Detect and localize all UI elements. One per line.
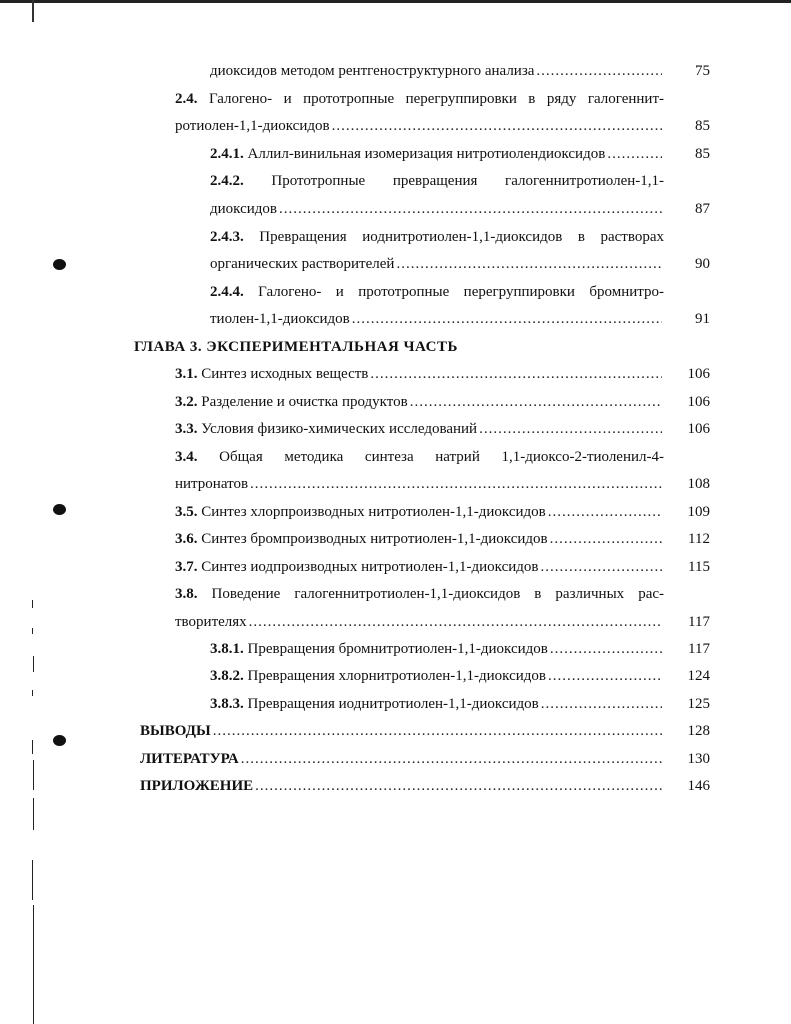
toc-page-number: 91 — [695, 311, 710, 327]
toc-entry: ВЫВОДЫ ..... — [140, 719, 664, 743]
toc-entry: 3.3. Условия физико-химических исследований ..... — [175, 417, 664, 441]
scan-mark — [32, 860, 33, 900]
toc-page-number: 90 — [695, 256, 710, 272]
toc-page-number: 115 — [688, 559, 710, 575]
toc-page-number: 117 — [688, 614, 710, 630]
scan-mark — [33, 798, 34, 830]
toc-page-number: 108 — [687, 476, 710, 492]
toc-page-number: 124 — [687, 668, 710, 684]
toc-page-number: 117 — [688, 641, 710, 657]
toc-page-number: 112 — [688, 531, 710, 547]
toc-page-number: 106 — [687, 366, 710, 382]
toc-entry: 2.4.3. Превращения иоднитротиолен-1,1-диоксидов в растворах — [210, 229, 664, 245]
toc-page-number: 128 — [687, 723, 710, 739]
toc-entry: 3.8.3. Превращения иоднитротиолен-1,1-диоксидов ..... — [210, 692, 664, 716]
toc-entry: 3.8.1. Превращения бромнитротиолен-1,1-диоксидов ..... — [210, 637, 664, 661]
toc-page-number: 146 — [687, 778, 710, 794]
toc-page-number: 130 — [687, 751, 710, 767]
toc-entry: ПРИЛОЖЕНИЕ ..... — [140, 774, 664, 798]
toc-entry: 3.5. Синтез хлорпроизводных нитротиолен-1,1-диоксидов ..... — [175, 500, 664, 524]
toc-entry: нитронатов ..... — [175, 472, 664, 496]
punch-hole-mark — [53, 259, 66, 270]
toc-page-number: 87 — [695, 201, 710, 217]
toc-page-number: 85 — [695, 118, 710, 134]
toc-page-number: 85 — [695, 146, 710, 162]
toc-entry: творителях ..... — [175, 610, 664, 634]
toc-entry: 2.4. Галогено- и прототропные перегруппировки в ряду галогеннит- — [175, 91, 664, 107]
toc-entry: тиолен-1,1-диоксидов ..... — [210, 307, 664, 331]
toc-page-number: 109 — [687, 504, 710, 520]
toc-entry: диоксидов методом рентгеноструктурного анализа ..... — [210, 59, 664, 83]
toc-page-number: 75 — [695, 63, 710, 79]
scan-mark — [33, 760, 34, 790]
punch-hole-mark — [53, 504, 66, 515]
scan-mark — [32, 600, 33, 608]
toc-page-number: 125 — [687, 696, 710, 712]
toc-entry: 3.2. Разделение и очистка продуктов ..... — [175, 390, 664, 414]
toc-entry: 3.8. Поведение галогеннитротиолен-1,1-диоксидов в различных рас- — [175, 586, 664, 602]
toc-entry: диоксидов ..... — [210, 197, 664, 221]
toc-entry: органических растворителей ..... — [210, 252, 664, 276]
scan-mark — [32, 690, 33, 696]
toc-entry: 3.7. Синтез иодпроизводных нитротиолен-1,1-диоксидов ..... — [175, 555, 664, 579]
chapter-heading: ГЛАВА 3. ЭКСПЕРИМЕНТАЛЬНАЯ ЧАСТЬ — [134, 339, 458, 355]
toc-entry: 3.8.2. Превращения хлорнитротиолен-1,1-диоксидов ..... — [210, 664, 664, 688]
scan-mark — [33, 905, 34, 1024]
toc-entry: 3.4. Общая методика синтеза натрий 1,1-диоксо-2-тиоленил-4- — [175, 449, 664, 465]
toc-entry: ЛИТЕРАТУРА ..... — [140, 747, 664, 771]
scan-mark — [32, 740, 33, 754]
punch-hole-mark — [53, 735, 66, 746]
toc-entry: 3.1. Синтез исходных веществ ..... — [175, 362, 664, 386]
toc-entry: 2.4.4. Галогено- и прототропные перегруппировки бромнитро- — [210, 284, 664, 300]
toc-page-number: 106 — [687, 394, 710, 410]
scan-border-top — [0, 0, 791, 3]
toc-entry: 2.4.1. Аллил-винильная изомеризация нитротиолендиоксидов ..... — [210, 142, 664, 166]
toc-entry: 2.4.2. Прототропные превращения галогеннитротиолен-1,1- — [210, 173, 664, 189]
scan-mark — [33, 656, 34, 672]
scan-border-left — [32, 0, 34, 22]
scan-mark — [32, 628, 33, 634]
toc-page-number: 106 — [687, 421, 710, 437]
toc-entry: ротиолен-1,1-диоксидов ..... — [175, 114, 664, 138]
toc-entry: 3.6. Синтез бромпроизводных нитротиолен-1,1-диоксидов ..... — [175, 527, 664, 551]
